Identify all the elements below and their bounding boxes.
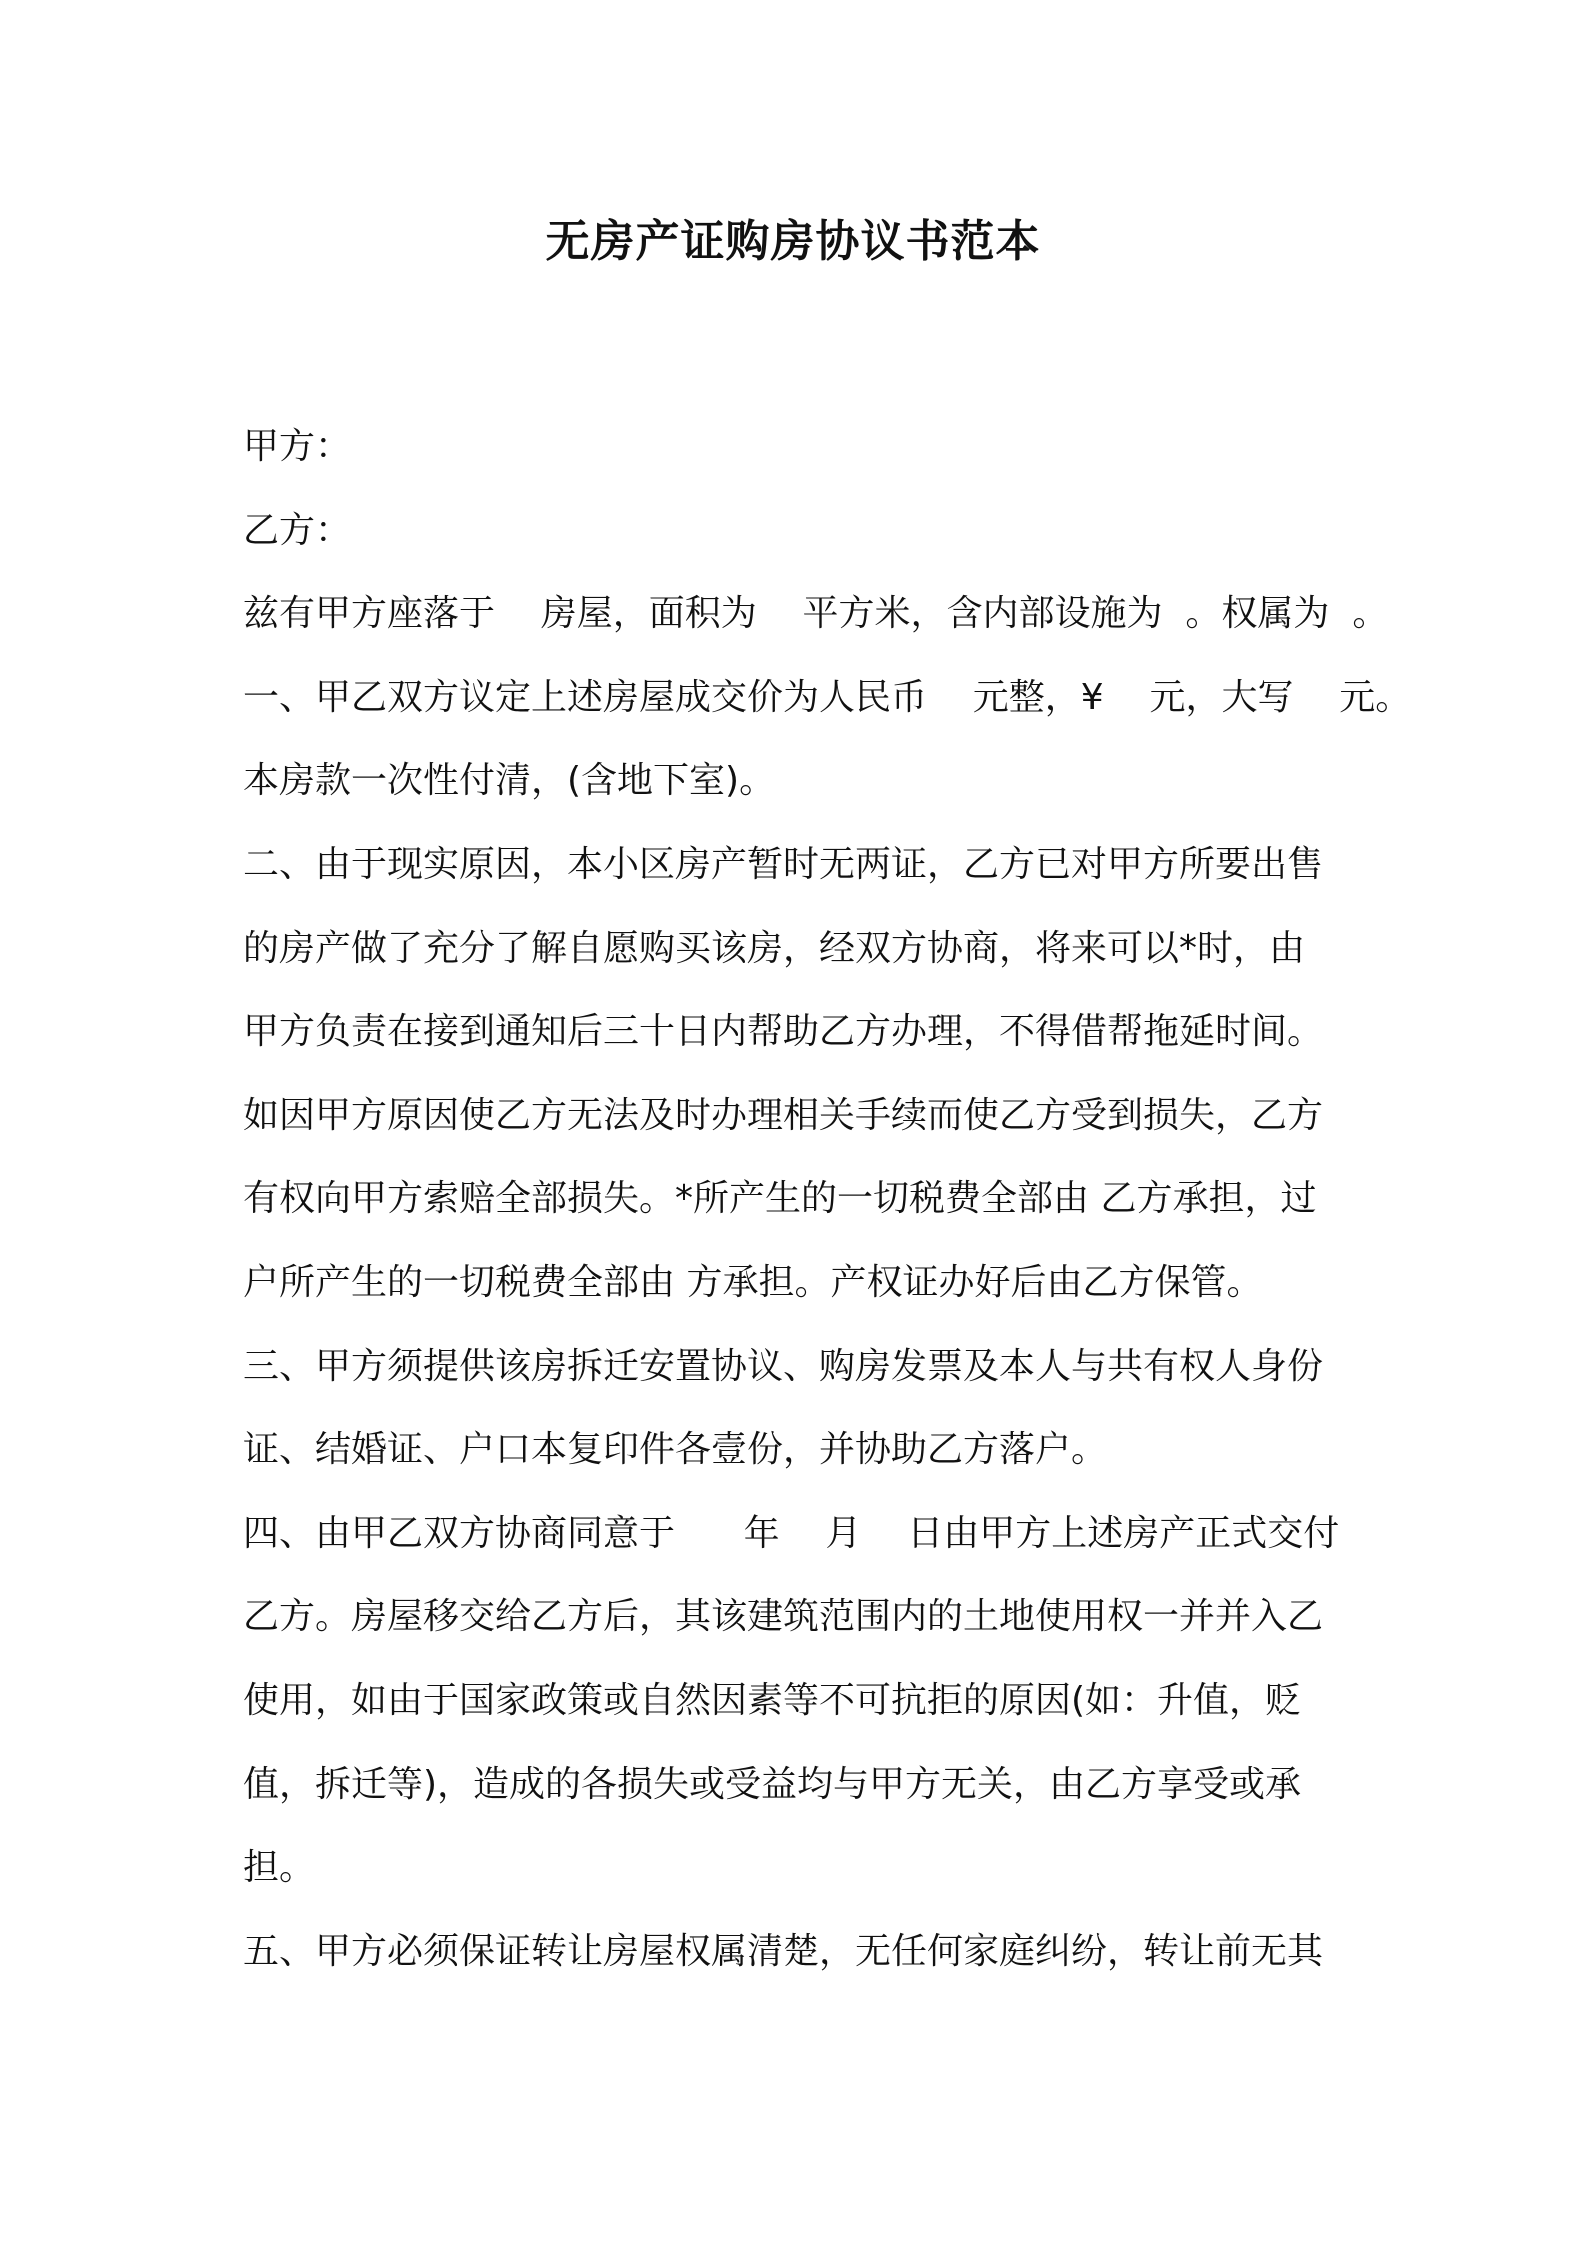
clause-2-line-6: 户所产生的一切税费全部由 方承担。产权证办好后由乙方保管。 bbox=[243, 1261, 1263, 1303]
clause-5-line-1: 五、甲方必须保证转让房屋权属清楚，无任何家庭纠纷，转让前无其 bbox=[243, 1930, 1324, 1972]
clause-3-line-1: 三、甲方须提供该房拆迁安置协议、购房发票及本人与共有权人身份 bbox=[243, 1345, 1324, 1387]
clause-1-line-1: 一、甲乙双方议定上述房屋成交价为人民币 元整，¥ 元，大写 元。 bbox=[243, 676, 1412, 718]
party-a-line: 甲方： bbox=[243, 426, 352, 467]
property-description-line: 兹有甲方座落于 房屋，面积为 平方米，含内部设施为 。权属为 。 bbox=[243, 593, 1389, 635]
clause-4-line-3: 使用，如由于国家政策或自然因素等不可抗拒的原因(如：升值，贬 bbox=[243, 1679, 1302, 1721]
clause-4-line-4: 值，拆迁等)，造成的各损失或受益均与甲方无关，由乙方享受或承 bbox=[243, 1763, 1302, 1805]
clause-1-line-2: 本房款一次性付清，(含地下室)。 bbox=[243, 760, 776, 802]
clause-2-line-2: 的房产做了充分了解自愿购买该房，经双方协商，将来可以*时，由 bbox=[243, 927, 1306, 969]
party-b-line: 乙方： bbox=[243, 509, 352, 551]
clause-4-line-1: 四、由甲乙双方协商同意于 年 月 日由甲方上述房产正式交付 bbox=[243, 1512, 1340, 1554]
clause-2-line-1: 二、由于现实原因，本小区房产暂时无两证，乙方已对甲方所要出售 bbox=[243, 843, 1324, 885]
document-body bbox=[243, 405, 1412, 1993]
document-title: 无房产证购房协议书范本 bbox=[545, 216, 1041, 267]
clause-4-line-5: 担。 bbox=[243, 1847, 316, 1889]
clause-2-line-4: 如因甲方原因使乙方无法及时办理相关手续而使乙方受到损失，乙方 bbox=[243, 1094, 1324, 1136]
clause-4-line-2: 乙方。房屋移交给乙方后，其该建筑范围内的土地使用权一并并入乙 bbox=[243, 1596, 1324, 1638]
clause-2-line-5: 有权向甲方索赔全部损失。*所产生的一切税费全部由 乙方承担，过 bbox=[243, 1178, 1317, 1220]
clause-3-line-2: 证、结婚证、户口本复印件各壹份，并协助乙方落户。 bbox=[243, 1429, 1108, 1471]
clause-2-line-3: 甲方负责在接到通知后三十日内帮助乙方办理，不得借帮拖延时间。 bbox=[243, 1011, 1324, 1053]
